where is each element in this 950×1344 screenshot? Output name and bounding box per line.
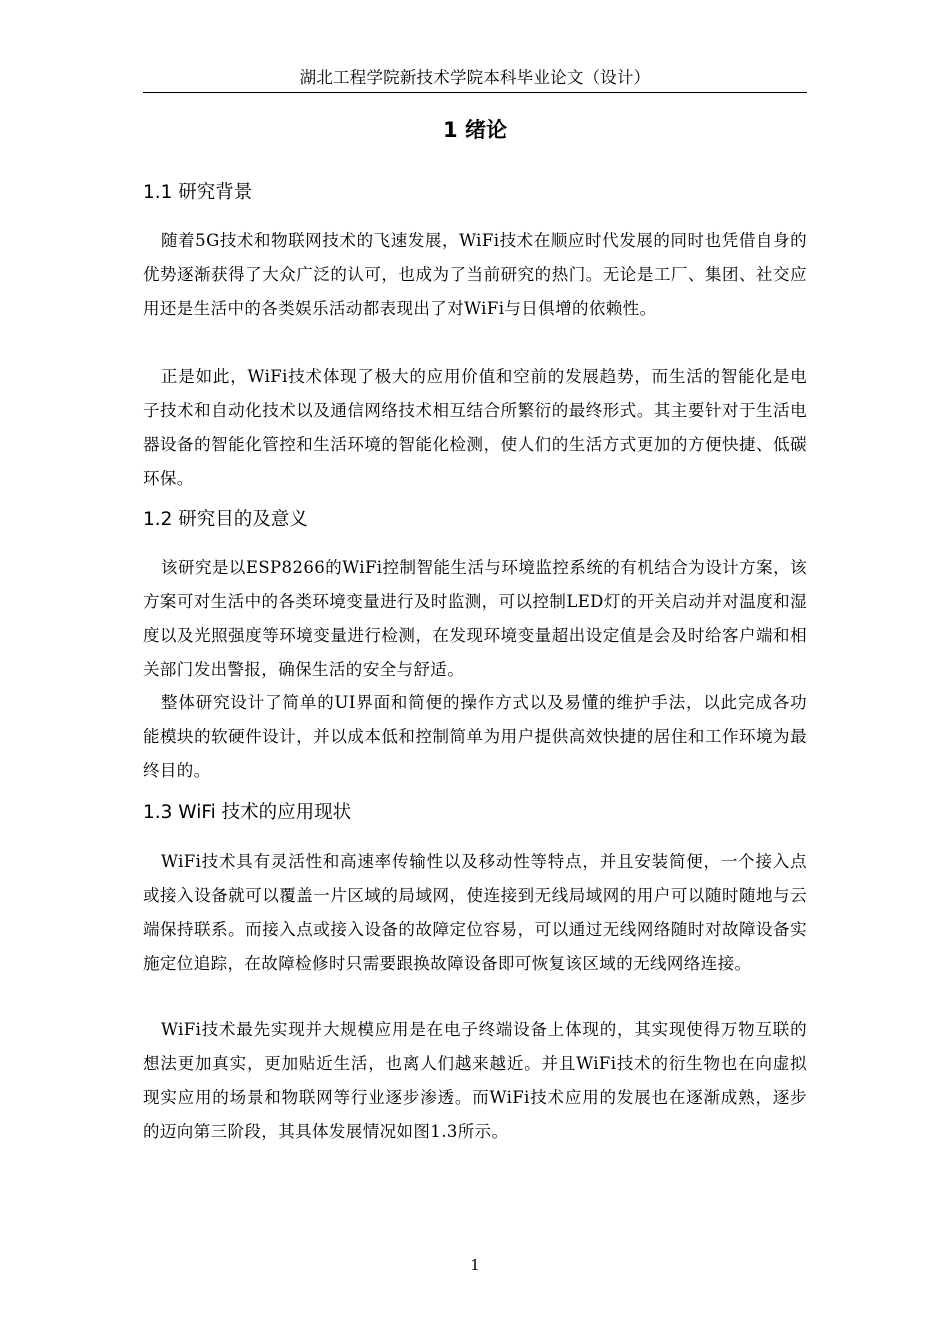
paragraph: 正是如此，WiFi技术体现了极大的应用价值和空前的发展趋势，而生活的智能化是电子技术和自动化技术以及通信网络技术相互结合所繁衍的最终形式。其主要针对于生活电器设备的智能化管控和生活环境的智能化检测，使人们的生活方式更加的方便快捷、低碳环保。 [143, 367, 807, 488]
chapter-title: 1 绪论 [443, 118, 507, 142]
section-title-1-2: 1.2 研究目的及意义 [143, 509, 308, 530]
running-header: 湖北工程学院新技术学院本科毕业论文（设计） [299, 68, 651, 87]
section-title-1-3: 1.3 WiFi 技术的应用现状 [143, 802, 352, 823]
page-number: 1 [470, 1256, 480, 1274]
paragraph: 整体研究设计了简单的UI界面和简便的操作方式以及易懂的维护手法，以此完成各功能模块的软硬件设计，并以成本低和控制简单为用户提供高效快捷的居住和工作环境为最终目的。 [143, 693, 807, 780]
paragraph: WiFi技术具有灵活性和高速率传输性以及移动性等特点，并且安装简便，一个接入点或接入设备就可以覆盖一片区域的局域网，使连接到无线局域网的用户可以随时随地与云端保持联系。而接入点或接入设备的故障定位容易，可以通过无线网络随时对故障设备实施定位追踪，在故障检修时只需要跟换故障设备即可恢复该区域的无线网络连接。 [143, 852, 807, 973]
header-rule [143, 92, 807, 93]
section-title-1-1: 1.1 研究背景 [143, 182, 253, 203]
paragraph: 该研究是以ESP8266的WiFi控制智能生活与环境监控系统的有机结合为设计方案，该方案可对生活中的各类环境变量进行及时监测，可以控制LED灯的开关启动并对温度和湿度以及光照强度等环境变量进行检测，在发现环境变量超出设定值是会及时给客户端和相关部门发出警报，确保生活的安全与舒适。 [143, 558, 807, 679]
paragraph: 随着5G技术和物联网技术的飞速发展，WiFi技术在顺应时代发展的同时也凭借自身的优势逐渐获得了大众广泛的认可，也成为了当前研究的热门。无论是工厂、集团、社交应用还是生活中的各类娱乐活动都表现出了对WiFi与日俱增的依赖性。 [143, 231, 807, 318]
paragraph: WiFi技术最先实现并大规模应用是在电子终端设备上体现的，其实现使得万物互联的想法更加真实，更加贴近生活，也离人们越来越近。并且WiFi技术的衍生物也在向虚拟现实应用的场景和物联网等行业逐步渗透。而WiFi技术应用的发展也在逐渐成熟，逐步的迈向第三阶段，其具体发展情况如图1.3所示。 [143, 1020, 807, 1141]
